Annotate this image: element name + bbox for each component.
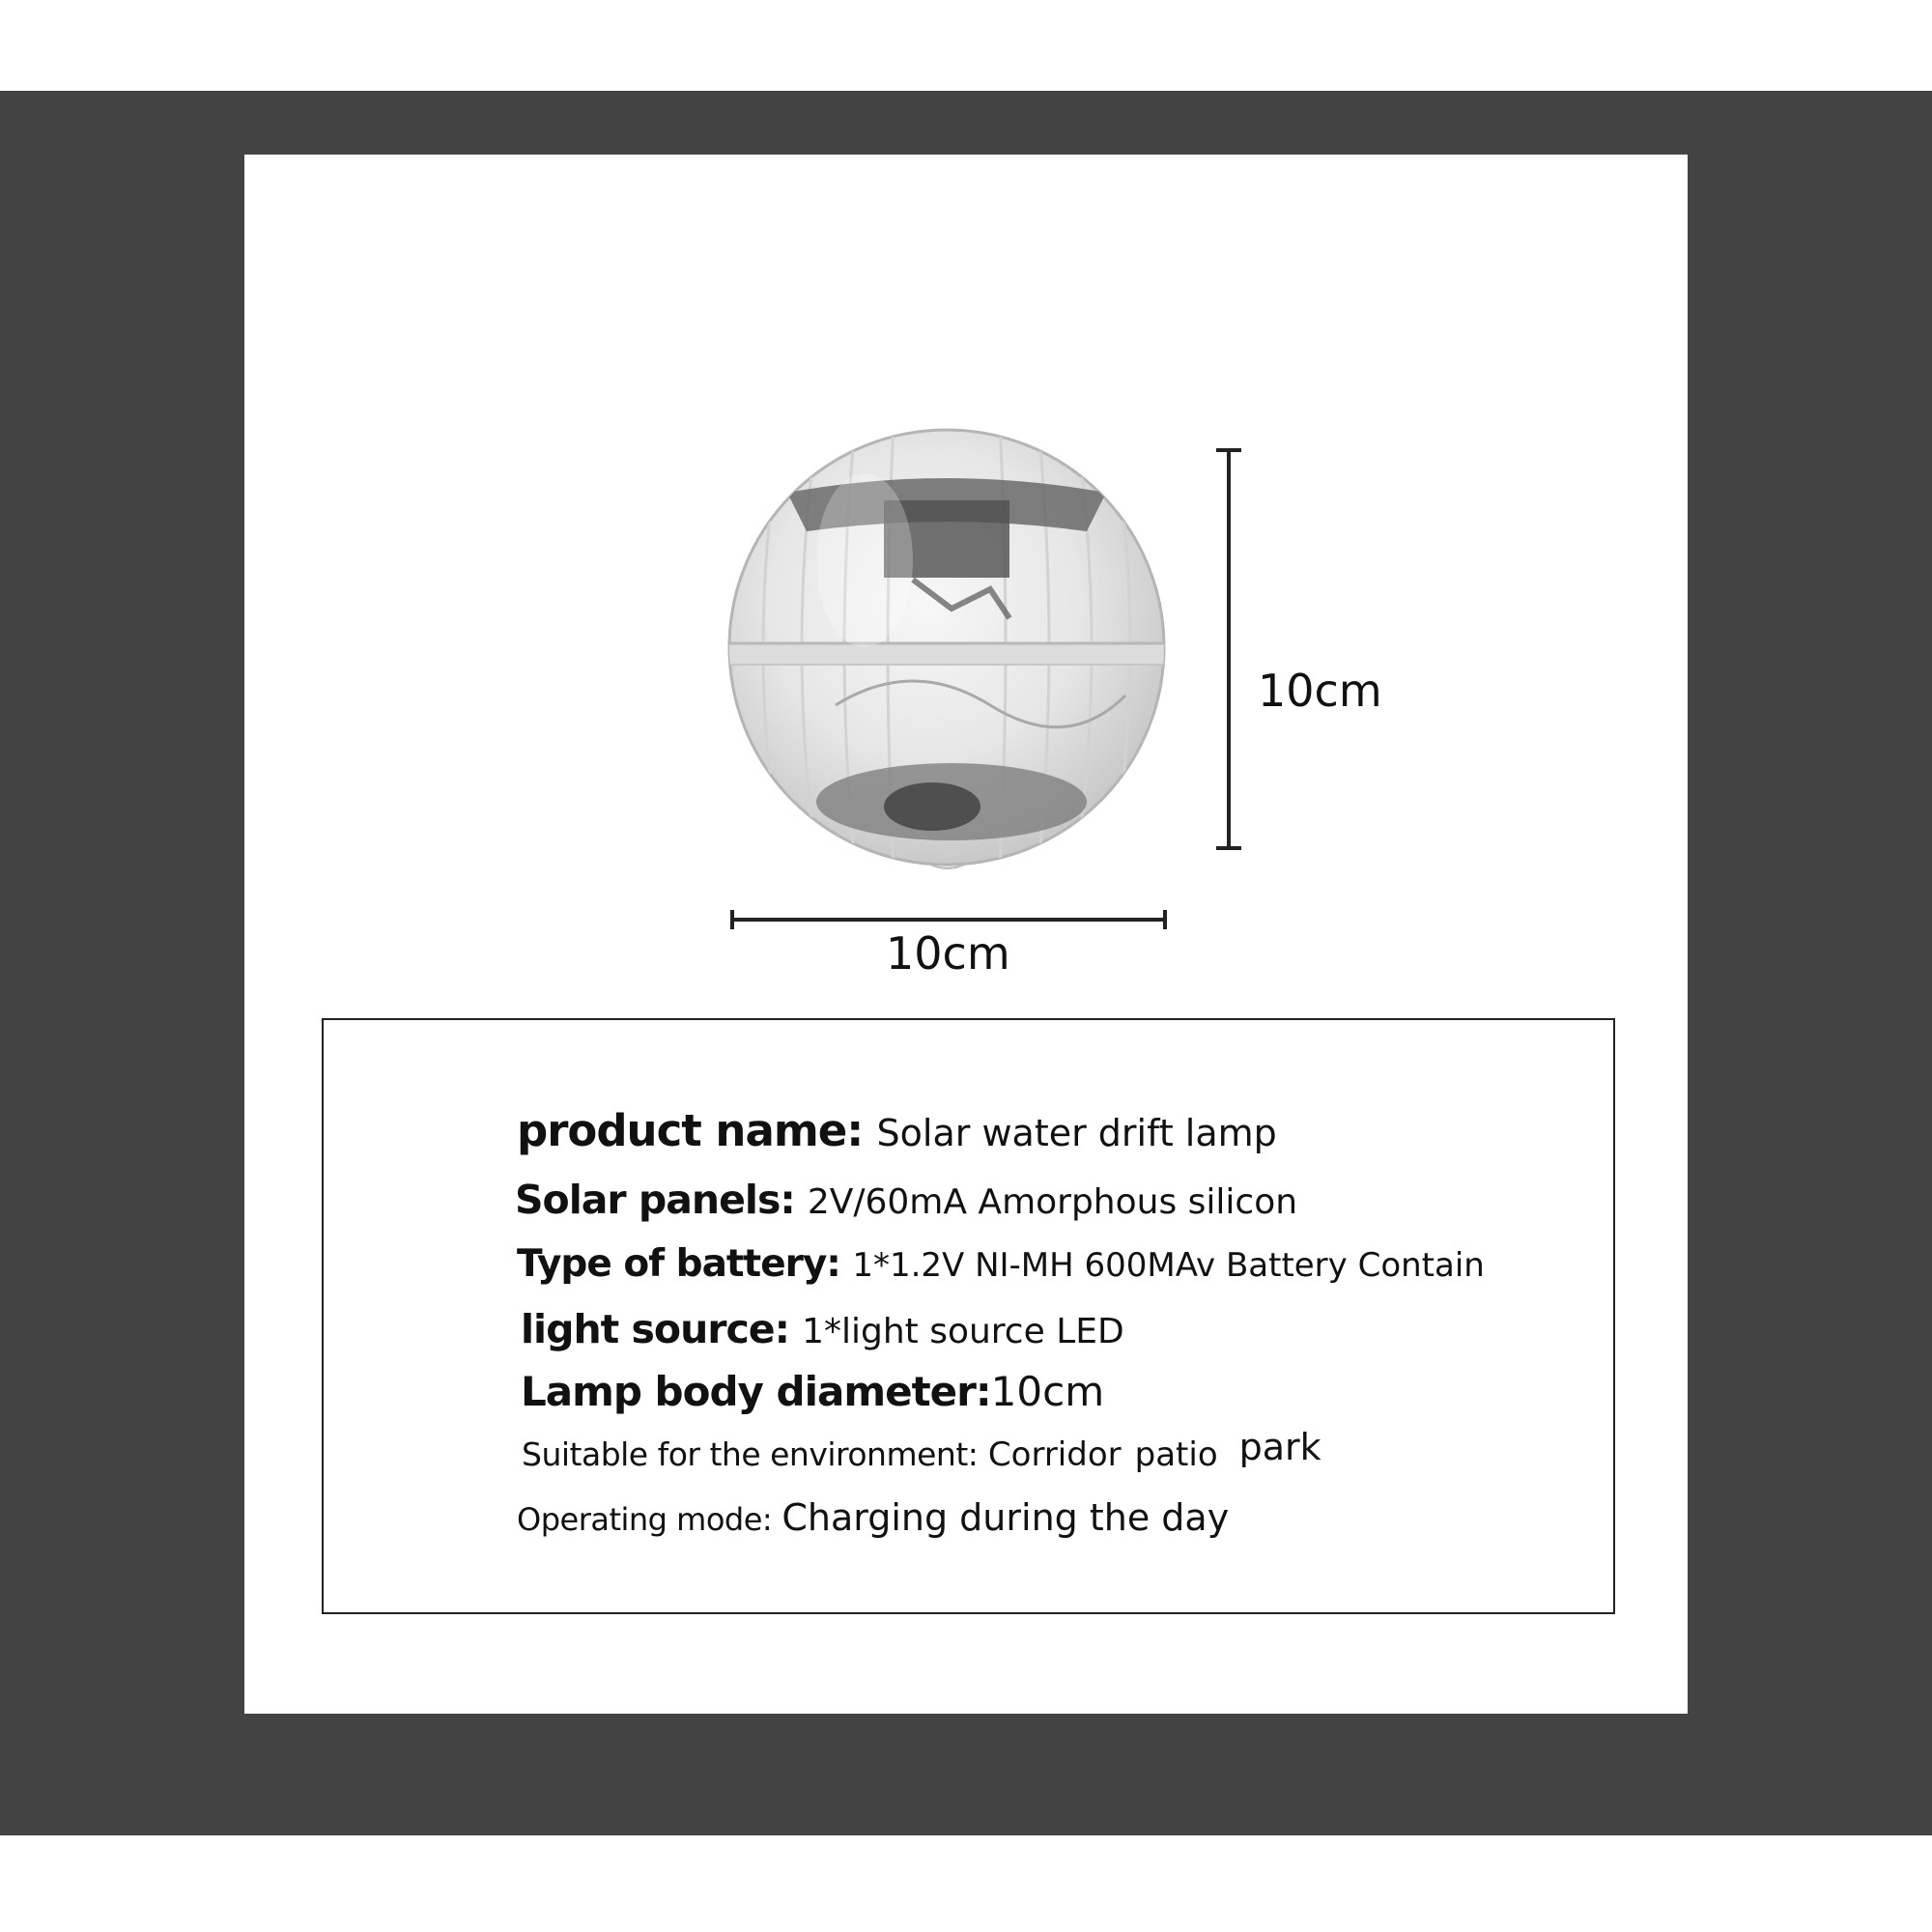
spec-light-source: [521, 1306, 1124, 1352]
spec-key: Operating mode:: [517, 1501, 773, 1538]
spec-value: Charging during the day: [781, 1496, 1230, 1539]
spec-value: Corridor: [987, 1435, 1122, 1474]
spec-value: patio: [1134, 1435, 1218, 1474]
spec-value: 2V/60mA Amorphous silicon: [807, 1182, 1298, 1222]
spec-value: park: [1238, 1426, 1321, 1468]
height-dimension-label: 10cm: [1258, 665, 1382, 717]
spec-key: Type of battery:: [517, 1242, 840, 1286]
spec-solar-panels: [515, 1177, 1297, 1223]
spec-key: product name:: [517, 1105, 864, 1156]
spec-key: light source:: [521, 1306, 790, 1352]
spec-key: Solar panels:: [515, 1177, 795, 1223]
spec-value: 1*light source LED: [802, 1312, 1124, 1351]
spec-value: Solar water drift lamp: [876, 1112, 1277, 1154]
spec-value: 10cm: [990, 1368, 1105, 1415]
spec-key: Lamp body diameter:: [521, 1368, 991, 1415]
spec-table: [322, 1018, 1615, 1614]
spec-product-name: [517, 1105, 1277, 1156]
spec-operating-mode: [517, 1496, 1229, 1539]
solar-float-ball-lamp-icon: [720, 415, 1174, 879]
width-dimension-label: 10cm: [886, 927, 1010, 980]
spec-value: 1*1.2V NI-MH 600MAv Battery Contain: [852, 1246, 1485, 1285]
spec-key: Suitable for the environment:: [522, 1435, 979, 1473]
spec-diameter: [521, 1368, 1104, 1415]
spec-environment: [522, 1426, 1321, 1474]
spec-battery: [517, 1242, 1485, 1286]
